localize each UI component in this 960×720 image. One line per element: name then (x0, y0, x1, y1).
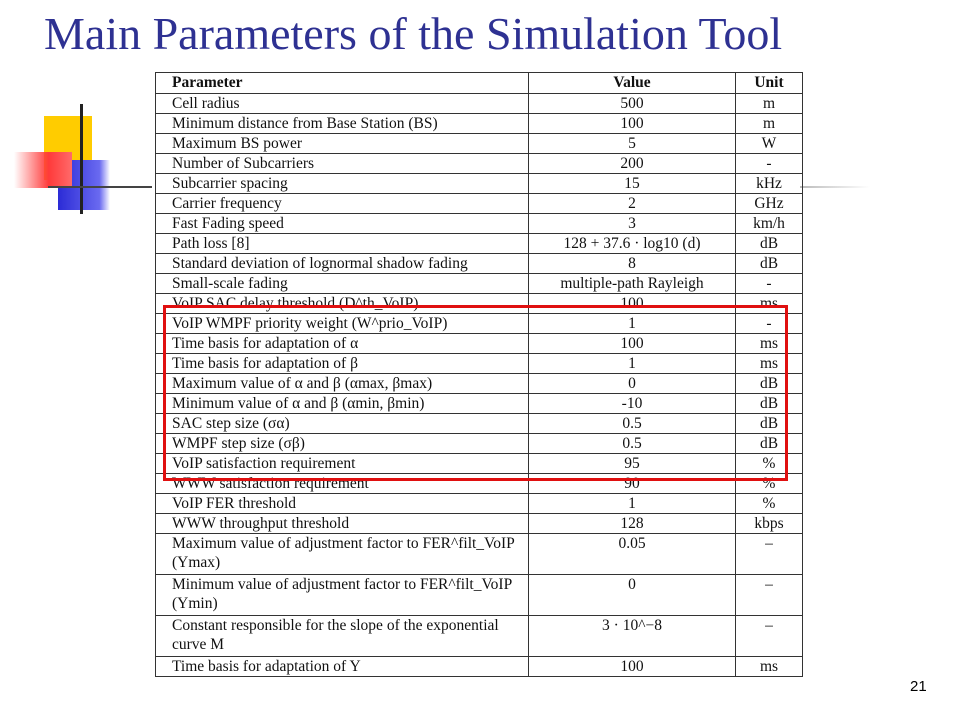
table-row (156, 114, 803, 134)
row-parameter: Time basis for adaptation of β (156, 354, 529, 374)
row-parameter: Time basis for adaptation of α (156, 334, 529, 354)
row-unit: m (736, 94, 803, 114)
table-row (156, 94, 803, 114)
table-row (156, 254, 803, 274)
table-row (156, 616, 803, 657)
decorative-logo (0, 0, 160, 230)
parameters-table-container (155, 72, 802, 718)
row-value: 128 (529, 514, 736, 534)
row-unit: dB (736, 394, 803, 414)
row-unit: % (736, 494, 803, 514)
table-row (156, 134, 803, 154)
page-number: 21 (910, 678, 927, 695)
row-parameter: WWW satisfaction requirement (156, 474, 529, 494)
row-unit: ms (736, 334, 803, 354)
row-unit: ms (736, 354, 803, 374)
row-unit: % (736, 454, 803, 474)
row-unit: km/h (736, 214, 803, 234)
row-value: 90 (529, 474, 736, 494)
table-row (156, 474, 803, 494)
row-value: 5 (529, 134, 736, 154)
row-parameter: SAC step size (σα) (156, 414, 529, 434)
table-row (156, 274, 803, 294)
row-parameter: VoIP WMPF priority weight (W^prio_VoIP) (156, 314, 529, 334)
row-value: 0.5 (529, 414, 736, 434)
row-value: 2 (529, 194, 736, 214)
row-parameter: Small-scale fading (156, 274, 529, 294)
row-value: 0 (529, 575, 736, 616)
header-parameter: Parameter (156, 73, 529, 94)
row-value: 0.5 (529, 434, 736, 454)
row-parameter: WMPF step size (σβ) (156, 434, 529, 454)
vertical-divider-line (80, 104, 83, 214)
row-unit: dB (736, 434, 803, 454)
row-parameter: Constant responsible for the slope of the exponential curve M (156, 616, 529, 657)
row-unit: - (736, 314, 803, 334)
row-parameter: Subcarrier spacing (156, 174, 529, 194)
row-parameter: Path loss [8] (156, 234, 529, 254)
row-unit: – (736, 534, 803, 575)
row-parameter: VoIP satisfaction requirement (156, 454, 529, 474)
row-value: 1 (529, 494, 736, 514)
table-row (156, 334, 803, 354)
row-parameter: Minimum value of α and β (αmin, βmin) (156, 394, 529, 414)
table-row (156, 494, 803, 514)
row-unit: dB (736, 374, 803, 394)
row-unit: % (736, 474, 803, 494)
row-unit: - (736, 274, 803, 294)
table-row (156, 234, 803, 254)
row-parameter: Standard deviation of lognormal shadow fading (156, 254, 529, 274)
row-value: 200 (529, 154, 736, 174)
row-parameter: Maximum BS power (156, 134, 529, 154)
row-unit: GHz (736, 194, 803, 214)
row-value: 95 (529, 454, 736, 474)
table-row (156, 214, 803, 234)
row-value: 128 + 37.6 · log10 (d) (529, 234, 736, 254)
table-row (156, 354, 803, 374)
table-row (156, 514, 803, 534)
row-value: 500 (529, 94, 736, 114)
table-row (156, 414, 803, 434)
row-value: 3 · 10^−8 (529, 616, 736, 657)
row-parameter: Minimum distance from Base Station (BS) (156, 114, 529, 134)
row-parameter: Cell radius (156, 94, 529, 114)
table-row (156, 454, 803, 474)
row-value: 0 (529, 374, 736, 394)
row-parameter: Carrier frequency (156, 194, 529, 214)
table-row (156, 314, 803, 334)
row-unit: – (736, 575, 803, 616)
parameters-table (155, 72, 803, 677)
table-row (156, 294, 803, 314)
row-unit: dB (736, 254, 803, 274)
row-unit: – (736, 616, 803, 657)
row-value: 1 (529, 354, 736, 374)
row-parameter: VoIP FER threshold (156, 494, 529, 514)
row-value: -10 (529, 394, 736, 414)
table-row (156, 394, 803, 414)
row-parameter: Maximum value of α and β (αmax, βmax) (156, 374, 529, 394)
decorative-fade-line (800, 186, 870, 188)
table-row (156, 174, 803, 194)
row-parameter: Time basis for adaptation of Y (156, 657, 529, 677)
row-parameter: Maximum value of adjustment factor to FER^filt_VoIP (Ymax) (156, 534, 529, 575)
row-parameter: WWW throughput threshold (156, 514, 529, 534)
header-unit: Unit (736, 73, 803, 94)
row-parameter: Minimum value of adjustment factor to FER^filt_VoIP (Ymin) (156, 575, 529, 616)
row-value: 1 (529, 314, 736, 334)
table-row (156, 154, 803, 174)
row-unit: ms (736, 657, 803, 677)
red-square-shape (14, 152, 72, 188)
slide-title: Main Parameters of the Simulation Tool (44, 8, 783, 59)
row-value: 0.05 (529, 534, 736, 575)
table-row (156, 657, 803, 677)
row-value: 3 (529, 214, 736, 234)
row-parameter: Number of Subcarriers (156, 154, 529, 174)
row-parameter: Fast Fading speed (156, 214, 529, 234)
row-unit: kHz (736, 174, 803, 194)
row-value: 100 (529, 334, 736, 354)
row-unit: kbps (736, 514, 803, 534)
row-value: multiple-path Rayleigh (529, 274, 736, 294)
row-value: 100 (529, 294, 736, 314)
table-row (156, 194, 803, 214)
row-value: 100 (529, 657, 736, 677)
row-unit: - (736, 154, 803, 174)
table-row (156, 374, 803, 394)
table-row (156, 575, 803, 616)
row-value: 8 (529, 254, 736, 274)
row-value: 15 (529, 174, 736, 194)
header-value: Value (529, 73, 736, 94)
table-row (156, 434, 803, 454)
horizontal-divider-line (48, 186, 152, 188)
row-unit: W (736, 134, 803, 154)
table-header-row (156, 73, 803, 94)
row-unit: ms (736, 294, 803, 314)
row-unit: m (736, 114, 803, 134)
row-unit: dB (736, 414, 803, 434)
row-unit: dB (736, 234, 803, 254)
row-value: 100 (529, 114, 736, 134)
table-row (156, 534, 803, 575)
row-parameter: VoIP SAC delay threshold (D^th_VoIP) (156, 294, 529, 314)
